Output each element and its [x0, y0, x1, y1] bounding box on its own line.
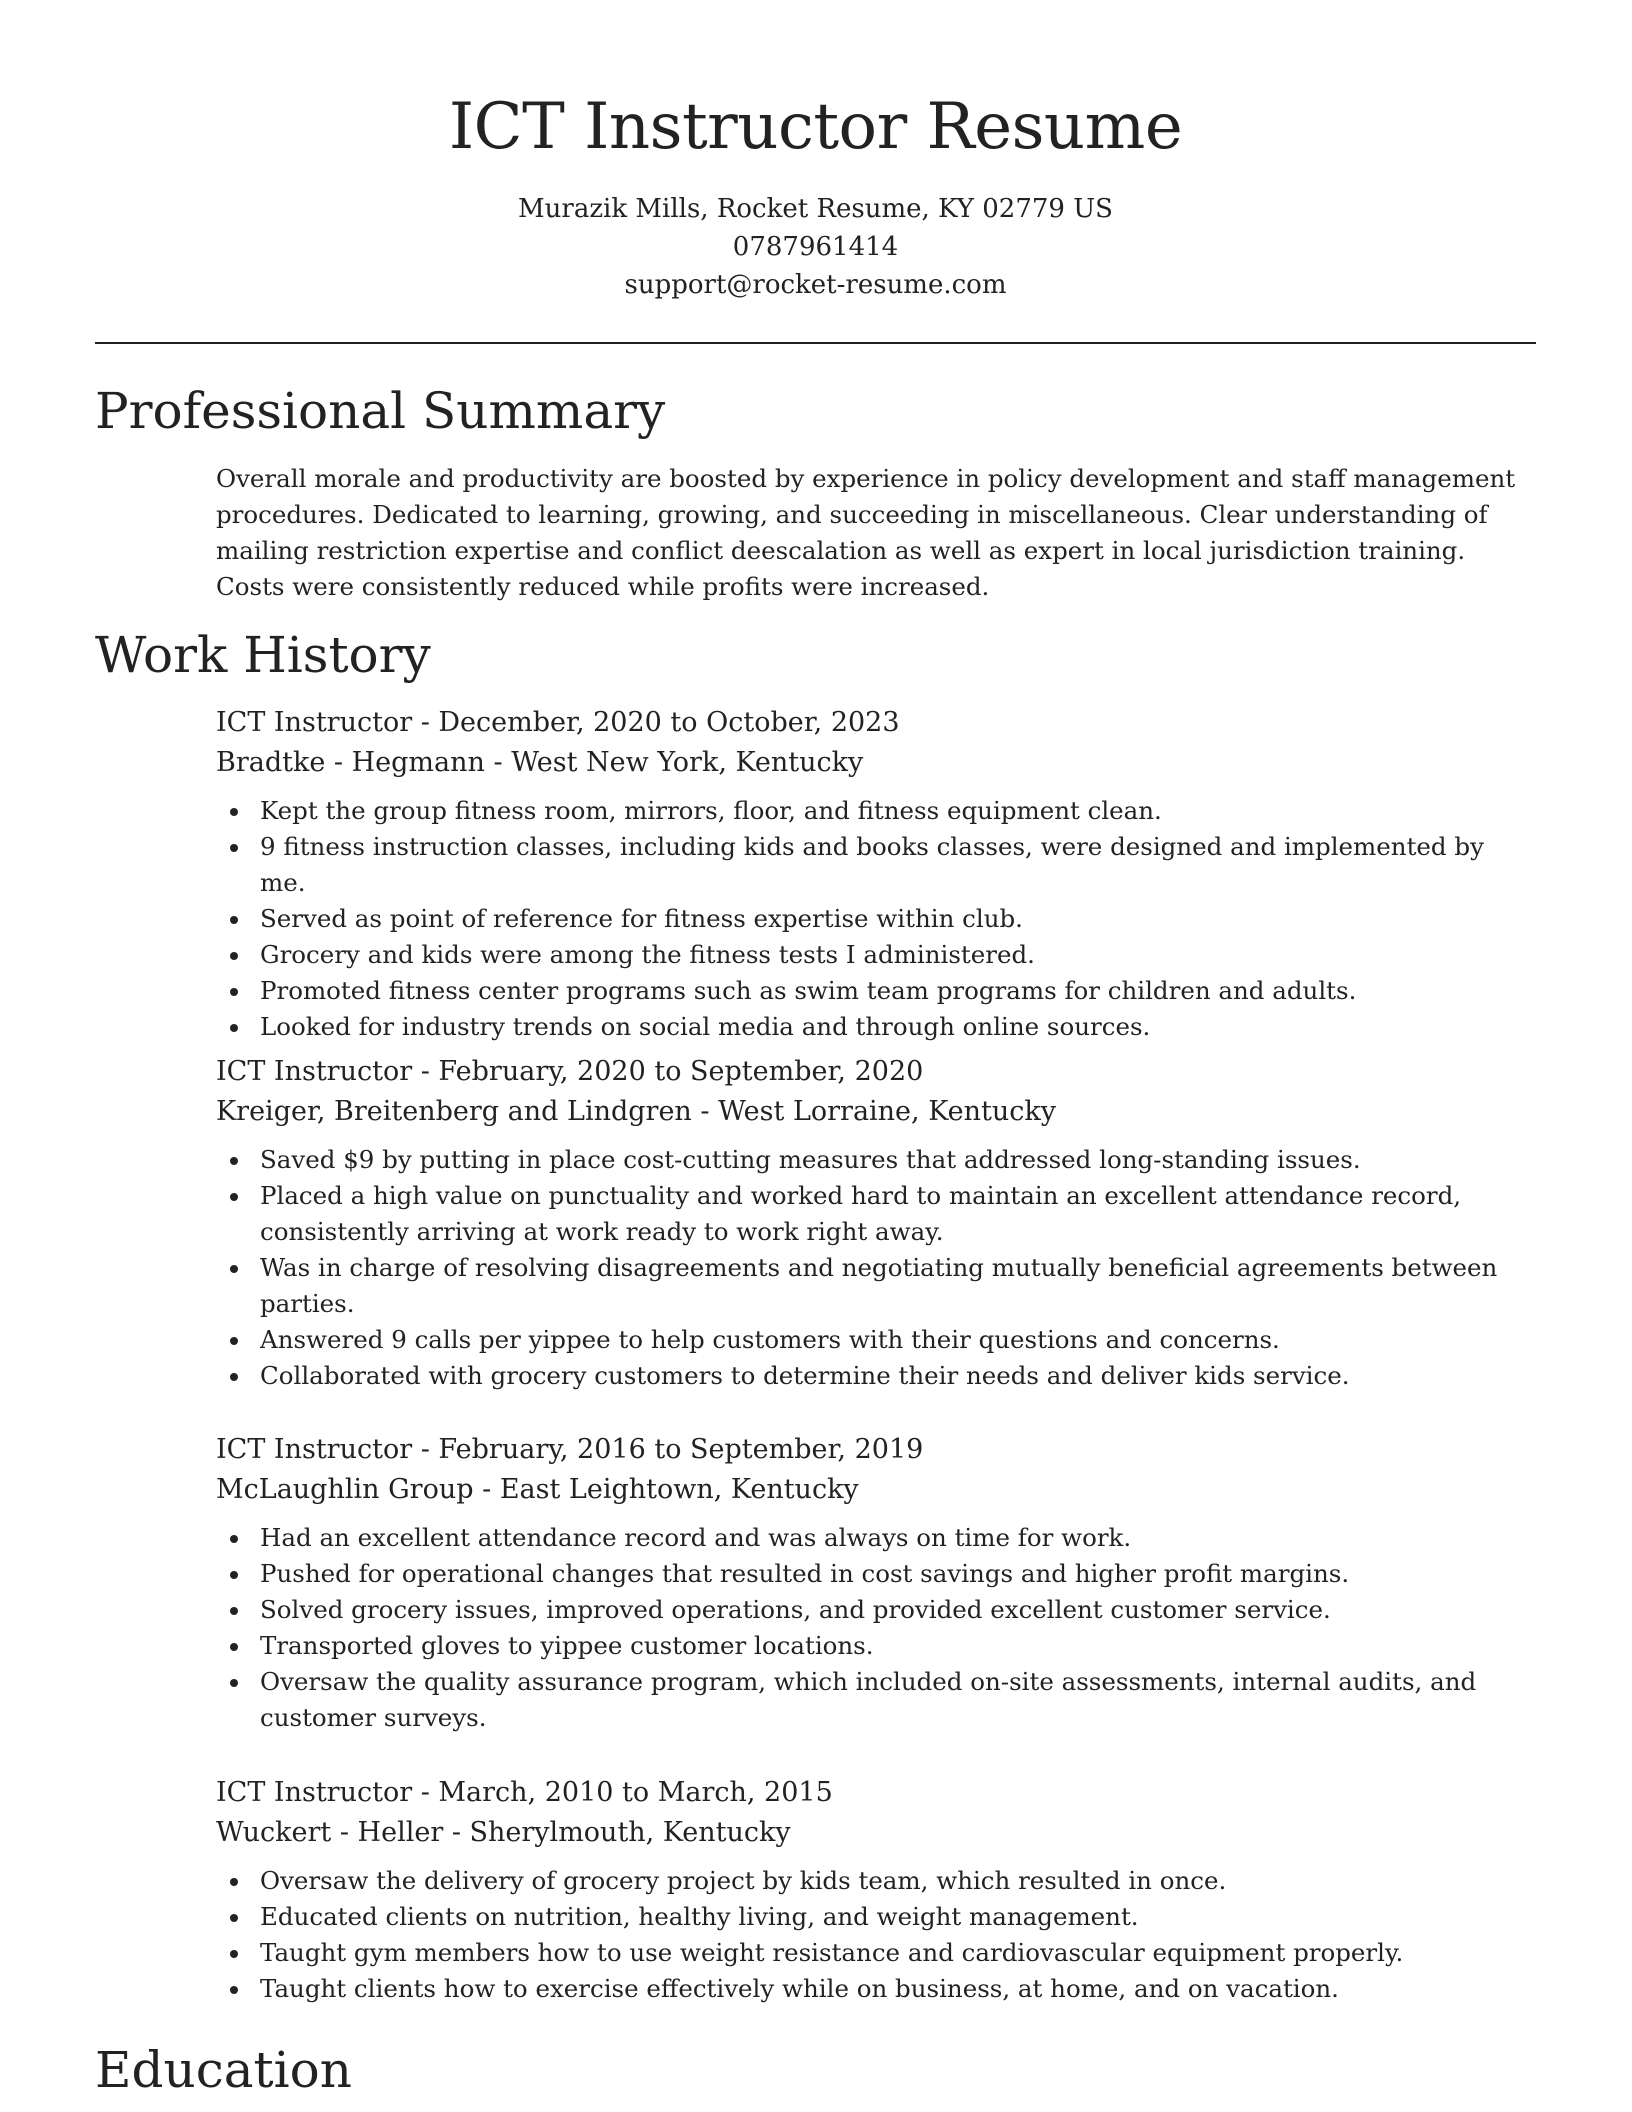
job-title: ICT Instructor [216, 1056, 413, 1087]
job-bullet: Educated clients on nutrition, healthy living, and weight management. [260, 1899, 1536, 1935]
job-title-line: ICT Instructor - February, 2020 to September, 2020 [216, 1056, 924, 1087]
job-bullet-list [216, 1863, 1536, 2007]
job-bullet: Taught gym members how to use weight resistance and cardiovascular equipment properly. [260, 1935, 1536, 1971]
section-heading-summary: Professional Summary [95, 382, 666, 440]
job-company-line: Wuckert - Heller - Sherylmouth, Kentucky [216, 1817, 791, 1848]
job-company: Bradtke - Hegmann [216, 747, 485, 778]
resume-title: ICT Instructor Resume [448, 90, 1183, 164]
job-location: East Leightown, Kentucky [499, 1474, 859, 1505]
job-company: Wuckert - Heller [216, 1817, 444, 1848]
header-divider [95, 342, 1536, 344]
job-company: Kreiger, Breitenberg and Lindgren [216, 1096, 692, 1127]
job-bullet: Pushed for operational changes that resulted in cost savings and higher profit margins. [260, 1556, 1536, 1592]
job-bullet: Oversaw the quality assurance program, which included on-site assessments, internal audits, and customer surveys. [260, 1664, 1536, 1736]
contact-phone: 0787961414 [732, 232, 899, 262]
job-dates: February, 2020 to September, 2020 [438, 1056, 924, 1087]
job-bullet: Had an excellent attendance record and was always on time for work. [260, 1520, 1536, 1556]
job-bullet: Was in charge of resolving disagreements and negotiating mutually beneficial agreements between parties. [260, 1250, 1536, 1322]
job-bullet-list [216, 793, 1536, 1045]
job-title-line: ICT Instructor - December, 2020 to October, 2023 [216, 707, 900, 738]
job-company: McLaughlin Group [216, 1474, 474, 1505]
job-location: Sherylmouth, Kentucky [469, 1817, 791, 1848]
job-company-line: Bradtke - Hegmann - West New York, Kentucky [216, 747, 864, 778]
job-dates: February, 2016 to September, 2019 [438, 1434, 924, 1465]
job-bullet: Answered 9 calls per yippee to help customers with their questions and concerns. [260, 1322, 1536, 1358]
job-dates: March, 2010 to March, 2015 [438, 1777, 833, 1808]
section-heading-work-history: Work History [95, 626, 431, 684]
job-location: West New York, Kentucky [511, 747, 864, 778]
contact-address: Murazik Mills, Rocket Resume, KY 02779 US [518, 194, 1113, 224]
job-location: West Lorraine, Kentucky [718, 1096, 1056, 1127]
job-company-line: Kreiger, Breitenberg and Lindgren - West Lorraine, Kentucky [216, 1096, 1056, 1127]
job-bullet: Looked for industry trends on social media and through online sources. [260, 1009, 1536, 1045]
job-bullet: Oversaw the delivery of grocery project by kids team, which resulted in once. [260, 1863, 1536, 1899]
job-bullet: Collaborated with grocery customers to determine their needs and deliver kids service. [260, 1358, 1536, 1394]
job-bullet: Transported gloves to yippee customer locations. [260, 1628, 1536, 1664]
job-bullet: Kept the group fitness room, mirrors, floor, and fitness equipment clean. [260, 793, 1536, 829]
job-entry [216, 1430, 1536, 1736]
job-bullet: Promoted fitness center programs such as swim team programs for children and adults. [260, 973, 1536, 1009]
job-bullet: Placed a high value on punctuality and worked hard to maintain an excellent attendance record, consistently arriving at work ready to work right away. [260, 1178, 1536, 1250]
job-entry [216, 1052, 1536, 1394]
job-entry [216, 1773, 1536, 2007]
job-title: ICT Instructor [216, 707, 413, 738]
job-bullet-list [216, 1520, 1536, 1736]
section-heading-education: Education [95, 2041, 352, 2099]
job-dates: December, 2020 to October, 2023 [438, 707, 900, 738]
job-bullet: Taught clients how to exercise effectively while on business, at home, and on vacation. [260, 1971, 1536, 2007]
job-entry [216, 703, 1536, 1045]
contact-email: support@rocket-resume.com [624, 270, 1007, 300]
job-bullet: Grocery and kids were among the fitness tests I administered. [260, 937, 1536, 973]
job-bullet: Solved grocery issues, improved operations, and provided excellent customer service. [260, 1592, 1536, 1628]
job-title-line: ICT Instructor - February, 2016 to September, 2019 [216, 1434, 924, 1465]
job-bullet: Served as point of reference for fitness expertise within club. [260, 901, 1536, 937]
job-bullet: 9 fitness instruction classes, including kids and books classes, were designed and implemented by me. [260, 829, 1536, 901]
job-company-line: McLaughlin Group - East Leightown, Kentucky [216, 1474, 859, 1505]
job-bullet: Saved $9 by putting in place cost-cutting measures that addressed long-standing issues. [260, 1142, 1536, 1178]
job-bullet-list [216, 1142, 1536, 1394]
summary-text: Overall morale and productivity are boosted by experience in policy development and staff management procedures. Dedicated to learning, growing, and succeeding in miscellaneous. Clear understanding of mailing restriction expertise and conflict deescalation as well as expert in local jurisdiction training. Costs were consistently reduced while profits were increased. [216, 464, 1516, 601]
job-title-line: ICT Instructor - March, 2010 to March, 2015 [216, 1777, 833, 1808]
job-title: ICT Instructor [216, 1434, 413, 1465]
job-title: ICT Instructor [216, 1777, 413, 1808]
